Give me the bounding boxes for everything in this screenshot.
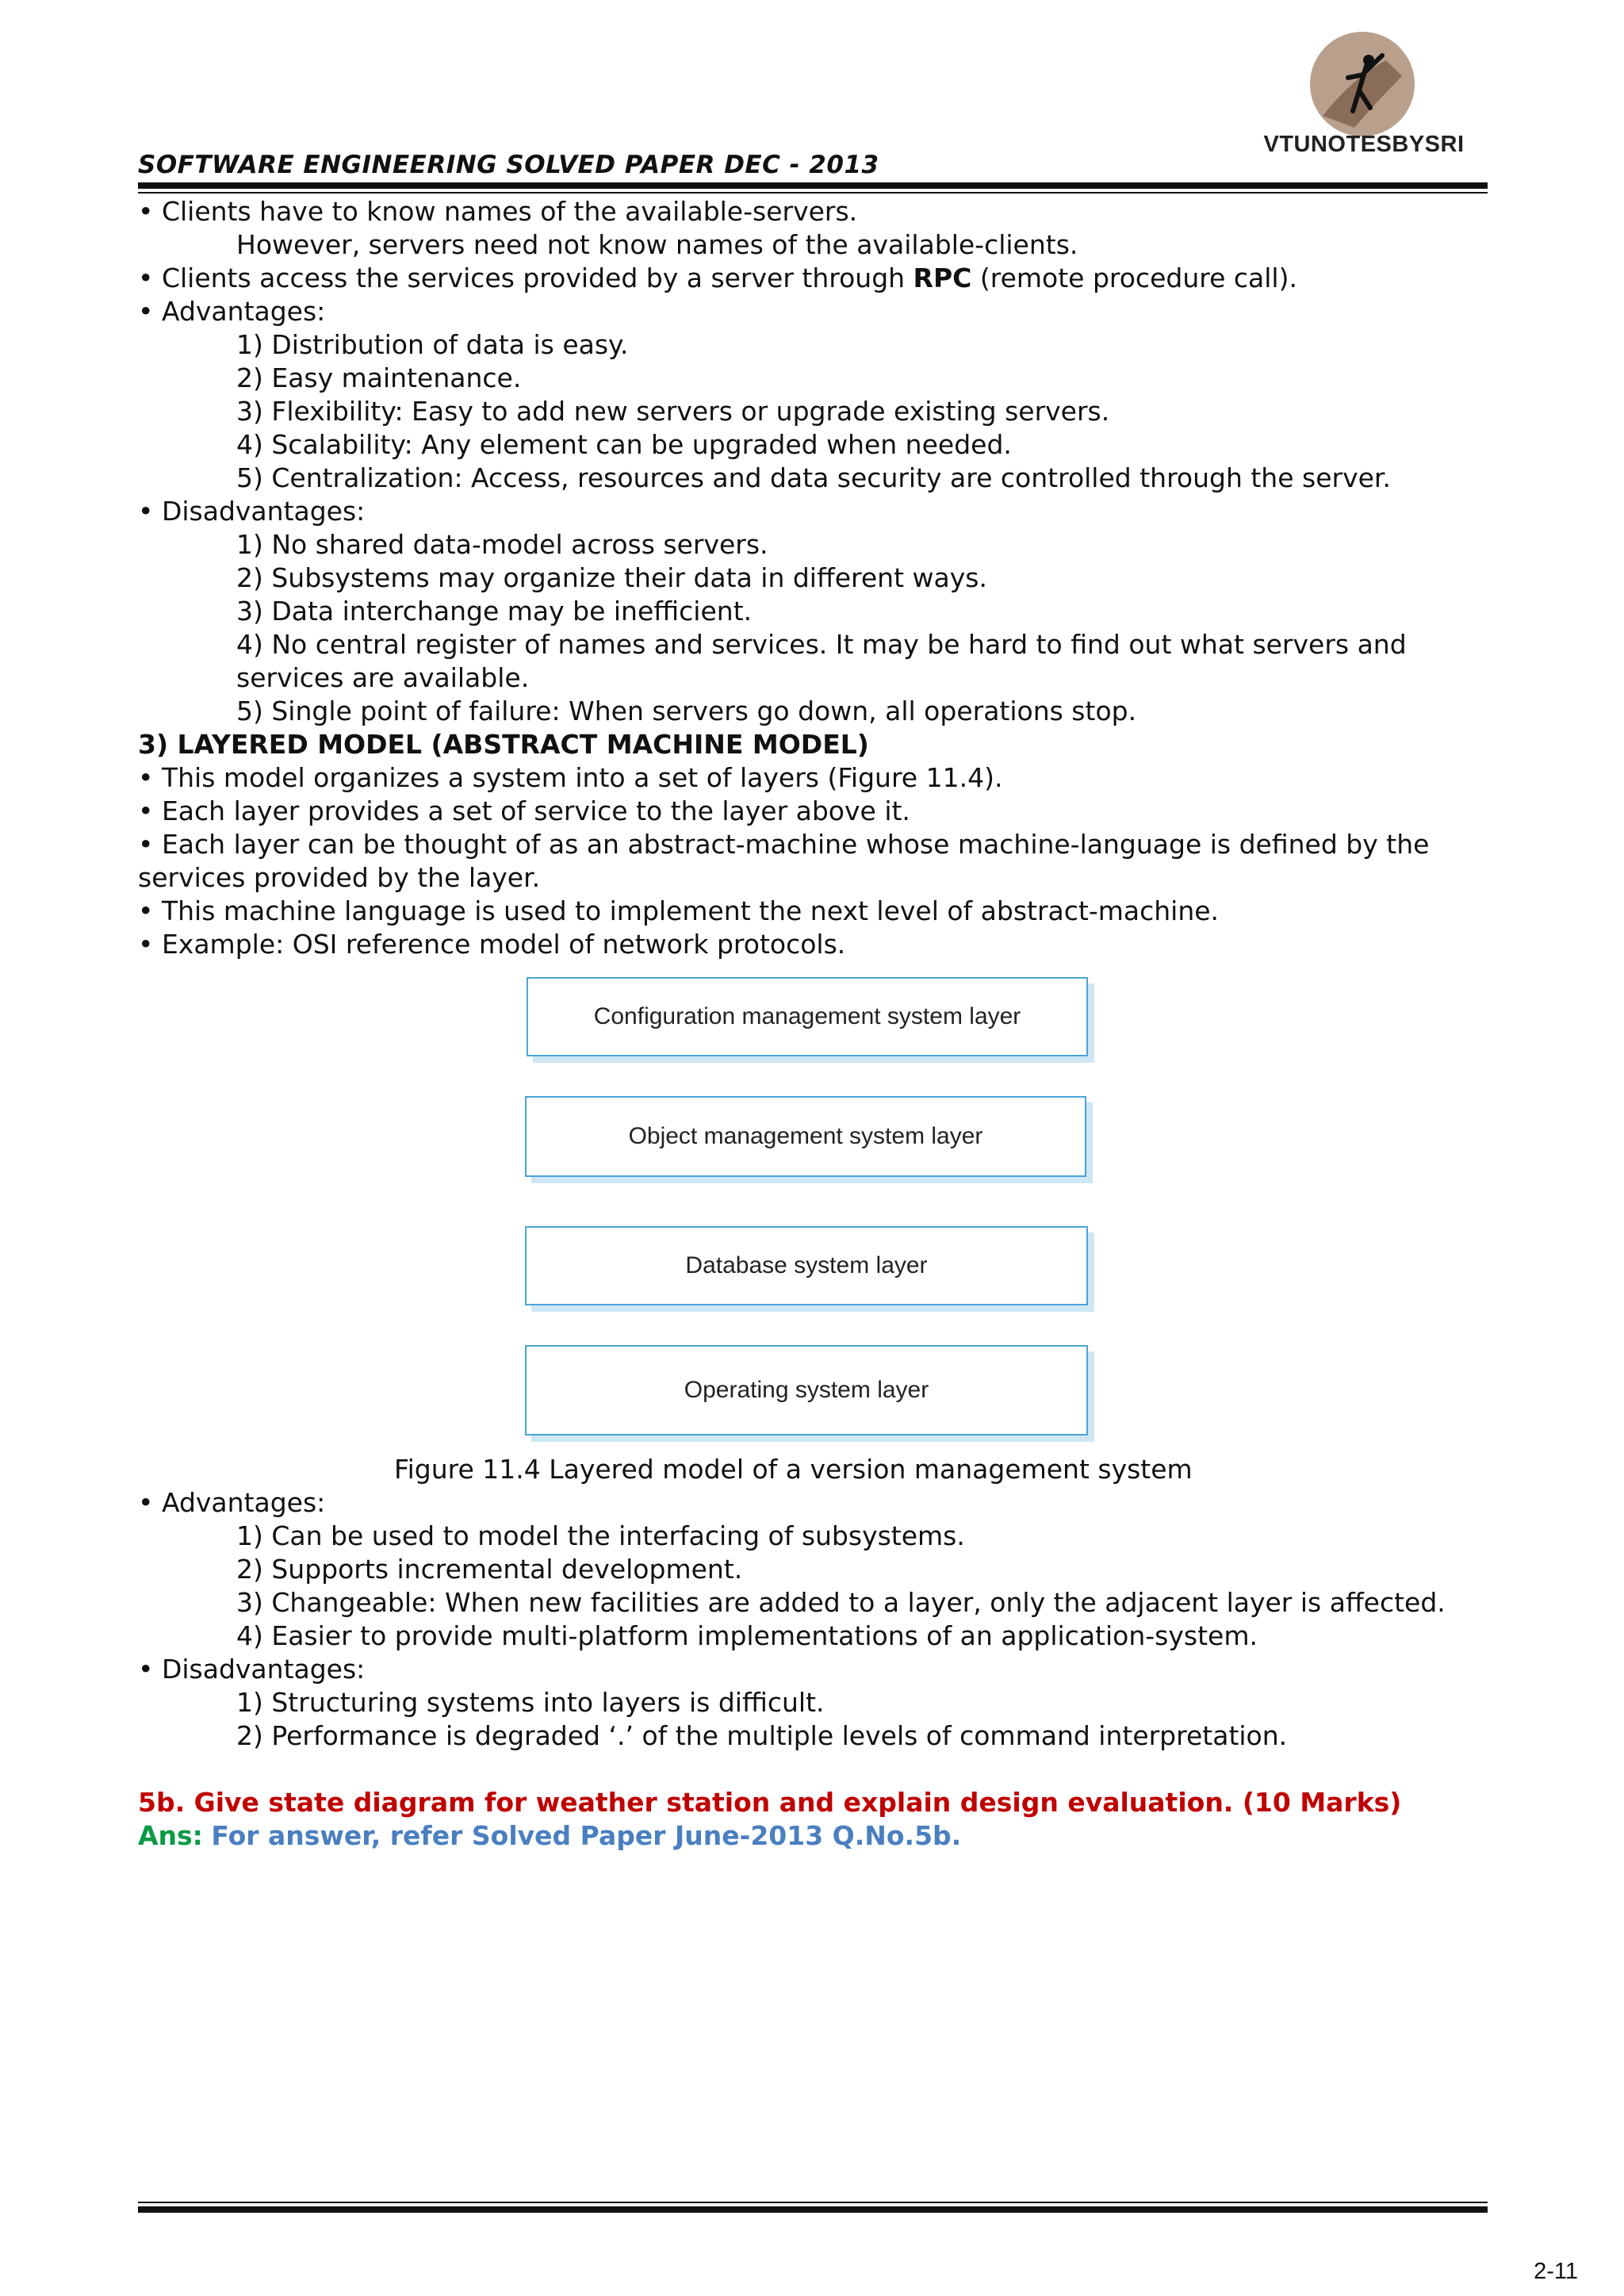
list-item: 2) Subsystems may organize their data in different ways. (236, 562, 987, 593)
spacer (138, 1753, 1488, 1786)
bullet-clients-know-servers: • Clients have to know names of the available-servers. (138, 196, 858, 227)
list-item: 4) Easier to provide multi-platform implementations of an application-system. (236, 1620, 1258, 1651)
layer-operating-system: Operating system layer (525, 1345, 1088, 1435)
layered-model-figure (138, 961, 1488, 1453)
list-item: 3) Flexibility: Easy to add new servers or upgrade existing servers. (236, 396, 1110, 427)
page-header-title: SOFTWARE ENGINEERING SOLVED PAPER DEC - 2013 (138, 151, 879, 179)
bullet: • Each layer can be thought of as an abstract-machine whose machine-language is defined by the services provided by the layer. (138, 829, 1430, 893)
list-item: 3) Data interchange may be inefficient. (236, 596, 753, 627)
disadvantages-label: • Disadvantages: (138, 496, 366, 527)
layer-database: Database system layer (525, 1226, 1088, 1305)
bullet: • This model organizes a system into a set of layers (Figure 11.4). (138, 762, 1003, 793)
list-item: 1) Structuring systems into layers is difficult. (236, 1687, 825, 1718)
list-item: 4) No central register of names and services. It may be hard to find out what servers and services are available. (236, 629, 1407, 693)
bullet-rpc (138, 262, 1488, 295)
advantages-label: • Advantages: (138, 1487, 326, 1518)
figure-caption: Figure 11.4 Layered model of a version management system (394, 1454, 1193, 1485)
layer-configuration-management: Configuration management system layer (527, 977, 1088, 1056)
layer-object-management: Object management system layer (525, 1096, 1086, 1177)
footer-rule (138, 2206, 1488, 2213)
list-item: 2) Easy maintenance. (236, 362, 522, 393)
answer-line (138, 1819, 1488, 1853)
bullet: • This machine language is used to implement the next level of abstract-machine. (138, 895, 1220, 926)
bullet: • Example: OSI reference model of network protocols. (138, 929, 846, 960)
list-item: 1) No shared data-model across servers. (236, 529, 768, 560)
header-rule-thin (138, 192, 1488, 194)
page-content (138, 195, 1488, 1853)
list-item: 4) Scalability: Any element can be upgraded when needed. (236, 429, 1012, 460)
list-item: 2) Supports incremental development. (236, 1554, 743, 1585)
text-run: • Clients access the services provided by a server through (138, 263, 914, 293)
list-item: 1) Can be used to model the interfacing of subsystems. (236, 1520, 965, 1551)
text-run: (remote procedure call). (971, 263, 1297, 293)
footer-rule-thin (138, 2202, 1488, 2203)
question-5b: 5b. Give state diagram for weather station and explain design evaluation. (10 Marks) (138, 1787, 1402, 1818)
logo-text: VTUNOTESBYSRI (1263, 132, 1465, 157)
page-number: 2-11 (1534, 2259, 1578, 2284)
header-rule (138, 182, 1488, 189)
rpc-term: RPC (913, 263, 972, 293)
section-heading: 3) LAYERED MODEL (ABSTRACT MACHINE MODEL) (138, 729, 869, 760)
list-item: 3) Changeable: When new facilities are added to a layer, only the adjacent layer is affected. (236, 1587, 1446, 1618)
disadvantages-label: • Disadvantages: (138, 1654, 366, 1685)
list-item: 5) Single point of failure: When servers go down, all operations stop. (236, 696, 1137, 726)
bullet: • Each layer provides a set of service to the layer above it. (138, 795, 910, 826)
list-item: 5) Centralization: Access, resources and data security are controlled through the server. (236, 462, 1391, 493)
answer-label: Ans: (138, 1820, 203, 1851)
climber-logo-icon (1307, 29, 1418, 140)
list-item: 1) Distribution of data is easy. (236, 329, 629, 360)
bullet-continuation: However, servers need not know names of the available-clients. (236, 229, 1078, 260)
advantages-label: • Advantages: (138, 296, 326, 327)
list-item: 2) Performance is degraded ‘.’ of the multiple levels of command interpretation. (236, 1720, 1288, 1751)
answer-reference: For answer, refer Solved Paper June-2013 Q.No.5b. (211, 1820, 962, 1851)
